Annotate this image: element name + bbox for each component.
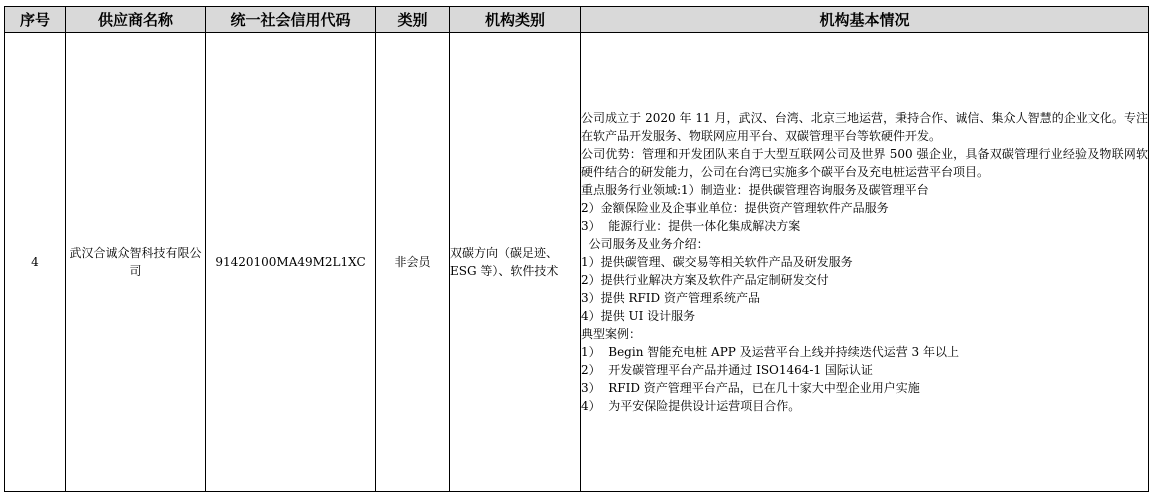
cell-index: 4: [5, 33, 66, 492]
info-case-item: 2） 开发碳管理平台产品并通过 ISO1464-1 国际认证: [581, 363, 873, 377]
table-row: [5, 33, 1149, 492]
cell-category: 非会员: [376, 33, 450, 492]
cell-org-category: 双碳方向（碳足迹、ESG 等）、软件技术: [450, 33, 581, 492]
info-service-item: 2）提供行业解决方案及软件产品定制研发交付: [581, 273, 829, 287]
info-case-item: 1） Begin 智能充电桩 APP 及运营平台上线并持续迭代运营 3 年以上: [581, 345, 959, 359]
info-service-item: 4）提供 UI 设计服务: [581, 309, 696, 323]
info-industry-item: 2）金额保险业及企事业单位：提供资产管理软件产品服务: [581, 201, 889, 215]
supplier-table: [4, 6, 1149, 492]
info-cases-heading: 典型案例：: [581, 327, 642, 341]
info-industries-heading: 重点服务行业领域:1）制造业：提供碳管理咨询服务及碳管理平台: [581, 183, 929, 197]
header-basic-info: 机构基本情况: [581, 7, 1149, 33]
cell-basic-info: [581, 33, 1149, 492]
cell-supplier-name: 武汉合诚众智科技有限公司: [66, 33, 206, 492]
header-credit-code: 统一社会信用代码: [206, 7, 376, 33]
info-case-item: 3） RFID 资产管理平台产品，已在几十家大中型企业用户实施: [581, 381, 920, 395]
info-industry-item: 3） 能源行业：提供一体化集成解决方案: [581, 219, 801, 233]
header-org-category: 机构类别: [450, 7, 581, 33]
header-category: 类别: [376, 7, 450, 33]
info-intro: 公司成立于 2020 年 11 月，武汉、台湾、北京三地运营，秉持合作、诚信、集众人智慧的企业文化。专注在软产品开发服务、物联网应用平台、双碳管理平台等软硬件开发。: [581, 111, 1148, 143]
header-supplier-name: 供应商名称: [66, 7, 206, 33]
cell-credit-code: 91420100MA49M2L1XC: [206, 33, 376, 492]
header-row: [5, 7, 1149, 33]
info-service-item: 1）提供碳管理、碳交易等相关软件产品及研发服务: [581, 255, 853, 269]
info-case-item: 4） 为平安保险提供设计运营项目合作。: [581, 399, 801, 413]
header-index: 序号: [5, 7, 66, 33]
info-advantages: 公司优势：管理和开发团队来自于大型互联网公司及世界 500 强企业，具备双碳管理行业经验及物联网软硬件结合的研发能力，公司在台湾已实施多个碳平台及充电桩运营平台项目。: [581, 147, 1148, 179]
info-services-heading: 公司服务及业务介绍：: [581, 237, 709, 251]
info-service-item: 3）提供 RFID 资产管理系统产品: [581, 291, 760, 305]
